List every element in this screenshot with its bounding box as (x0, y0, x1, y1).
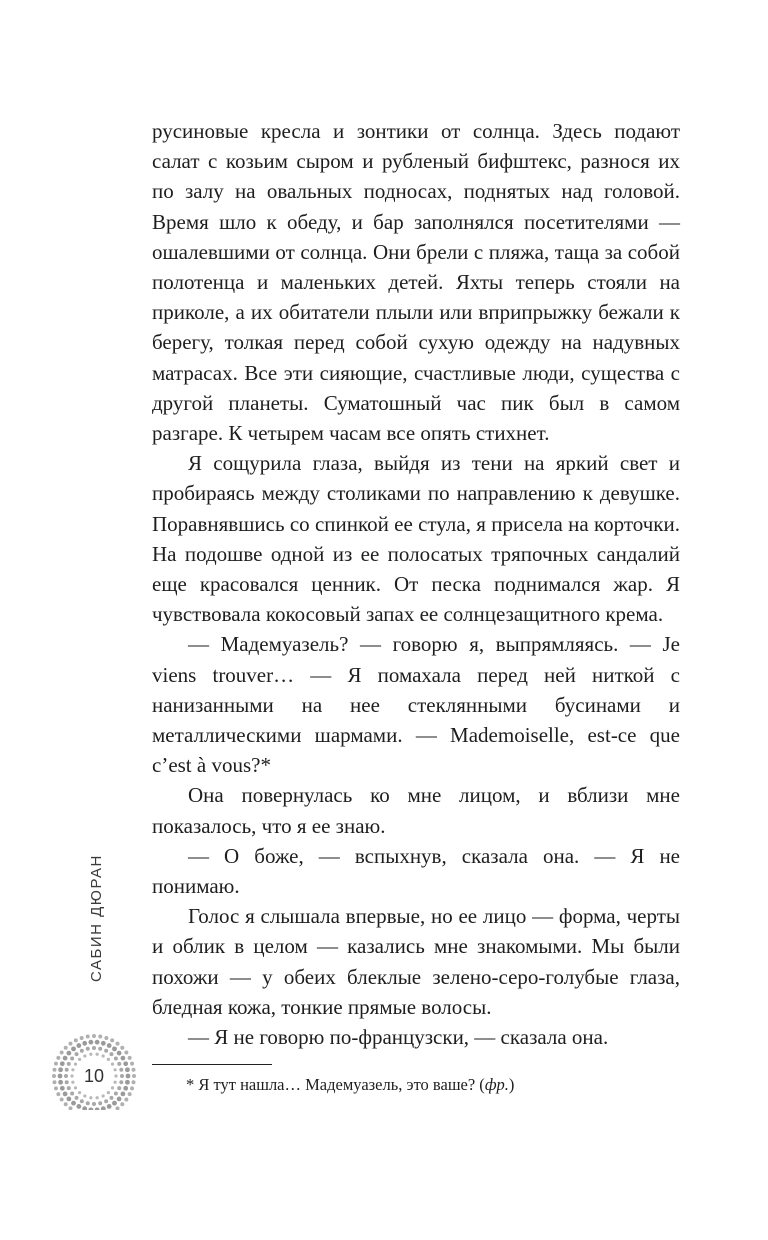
footnote-text: * Я тут нашла… Мадемуазель, это ваше? ( (186, 1075, 485, 1094)
paragraph-6: Голос я слышала впервые, но ее лицо — форма, черты и облик в целом — казались мне знакомыми. Мы были похожи — у обеих блеклые зелено-серо-голубые глаза, бледная кожа, тонкие прямые волосы. (152, 904, 680, 1019)
paragraph-5: — О боже, — вспыхнув, сказала она. — Я не понимаю. (152, 843, 680, 899)
footnote-divider (152, 1064, 272, 1065)
paragraph-2: Я сощурила глаза, выйдя из тени на яркий свет и пробираясь между столиками по направлению к девушке. Поравнявшись со спинкой ее стула, я присела на корточки. На подошве одной из ее полосатых тряпочных сандалий еще красовался ценник. От песка поднимался жар. Я чувствовала кокосовый запах ее солнцезащитного крема. (152, 451, 680, 627)
page-number-ornament-icon (40, 1010, 140, 1110)
page-number: 10 (83, 1066, 105, 1086)
author-running-head: САБИН ДЮРАН (88, 854, 105, 982)
main-text (152, 116, 680, 1052)
footnote-abbr: фр. (484, 1075, 509, 1094)
paragraph-1: русиновые кресла и зонтики от солнца. Здесь подают салат с козьим сыром и рубленый бифштекс, разнося их по залу на овальных подносах, поднятых над головой. Время шло к обеду, и бар заполнялся посетителями — ошалевшими от солнца. Они брели с пляжа, таща за собой полотенца и маленьких детей. Яхты теперь стояли на приколе, а их обитатели плыли или вприпрыжку бежали к берегу, толкая перед собой сухую одежду на надувных матрасах. Все эти сияющие, счастливые люди, существа с другой планеты. Суматошный час пик был в самом разгаре. К четырем часам все опять стихнет. (152, 119, 680, 446)
footnote (186, 1074, 686, 1096)
paragraph-7: — Я не говорю по-французски, — сказала она. (188, 1025, 609, 1050)
paragraph-3: — Мадемуазель? — говорю я, выпрямляясь. — Je viens trouver… — Я помахала перед ней ниткой с нанизанными на нее стеклянными бусинами и металлическими шармами. — Mademoiselle, est-ce que c’est à vous?* (152, 632, 680, 778)
paragraph-4: Она повернулась ко мне лицом, и вблизи мне показалось, что я ее знаю. (152, 783, 680, 838)
footnote-close: ) (508, 1075, 515, 1094)
